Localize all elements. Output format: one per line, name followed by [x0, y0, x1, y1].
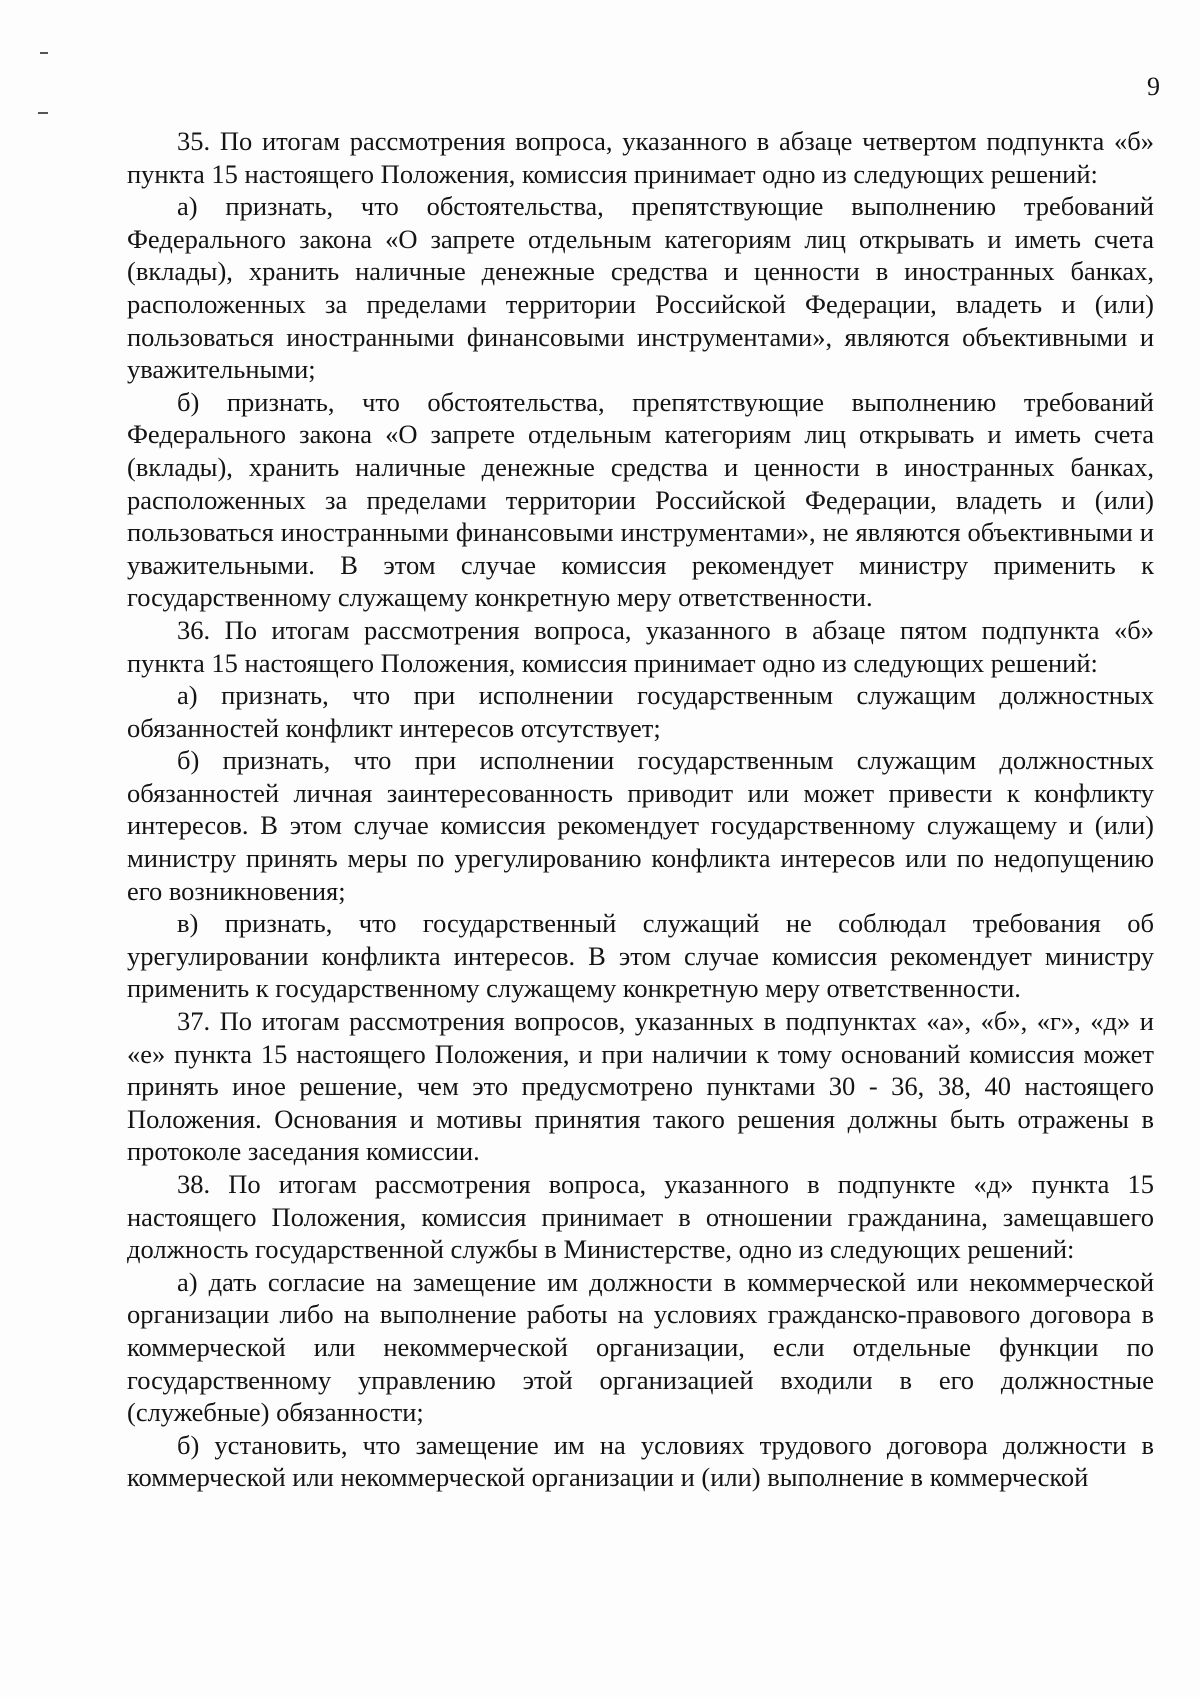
paragraph-36-a: а) признать, что при исполнении государственным служащим должностных обязанностей конфликт интересов отсутствует;	[127, 680, 1154, 743]
paragraph-36-v: в) признать, что государственный служащий не соблюдал требования об урегулировании конфликта интересов. В этом случае комиссия рекомендует министру применить к государственному служащему конкретную меру ответственности.	[127, 908, 1154, 1004]
scan-mark-side	[38, 112, 48, 114]
document-body	[127, 125, 1154, 1494]
paragraph-35-a: а) признать, что обстоятельства, препятствующие выполнению требований Федерального закона «О запрете отдельным категориям лиц открывать и иметь счета (вклады), хранить наличные денежные средства и ценности в иностранных банках, расположенных за пределами территории Российской Федерации, владеть и (или) пользоваться иностранными финансовыми инструментами», являются объективными и уважительными;	[127, 191, 1154, 385]
paragraph-37: 37. По итогам рассмотрения вопросов, указанных в подпунктах «а», «б», «г», «д» и «е» пункта 15 настоящего Положения, и при наличии к тому оснований комиссия может принять иное решение, чем это предусмотрено пунктами 30 - 36, 38, 40 настоящего Положения. Основания и мотивы принятия такого решения должны быть отражены в протоколе заседания комиссии.	[127, 1006, 1154, 1167]
paragraph-35-b: б) признать, что обстоятельства, препятствующие выполнению требований Федерального закона «О запрете отдельным категориям лиц открывать и иметь счета (вклады), хранить наличные денежные средства и ценности в иностранных банках, расположенных за пределами территории Российской Федерации, владеть и (или) пользоваться иностранными финансовыми инструментами», не являются объективными и уважительными. В этом случае комиссия рекомендует министру применить к государственному служащему конкретную меру ответственности.	[127, 386, 1154, 613]
paragraph-35: 35. По итогам рассмотрения вопроса, указанного в абзаце четвертом подпункта «б» пункта 15 настоящего Положения, комиссия принимает одно из следующих решений:	[127, 126, 1154, 189]
paragraph-38-b: б) установить, что замещение им на условиях трудового договора должности в коммерческой или некоммерческой организации и (или) выполнение в коммерческой	[127, 1429, 1154, 1493]
paragraph-38: 38. По итогам рассмотрения вопроса, указанного в подпункте «д» пункта 15 настоящего Положения, комиссия принимает в отношении гражданина, замещавшего должность государственной службы в Министерстве, одно из следующих решений:	[127, 1169, 1154, 1265]
scan-mark-top	[40, 52, 48, 54]
paragraph-38-a: а) дать согласие на замещение им должности в коммерческой или некоммерческой организации либо на выполнение работы на условиях гражданско-правового договора в коммерческой или некоммерческой организации, если отдельные функции по государственному управлению этой организацией входили в его должностные (служебные) обязанности;	[127, 1266, 1154, 1428]
paragraph-36: 36. По итогам рассмотрения вопроса, указанного в абзаце пятом подпункта «б» пункта 15 настоящего Положения, комиссия принимает одно из следующих решений:	[127, 614, 1154, 678]
page-number: 9	[1147, 72, 1160, 101]
paragraph-36-b: б) признать, что при исполнении государственным служащим должностных обязанностей личная заинтересованность приводит или может привести к конфликту интересов. В этом случае комиссия рекомендует государственному служащему и (или) министру принять меры по урегулированию конфликта интересов или по недопущению его возникновения;	[127, 745, 1154, 906]
